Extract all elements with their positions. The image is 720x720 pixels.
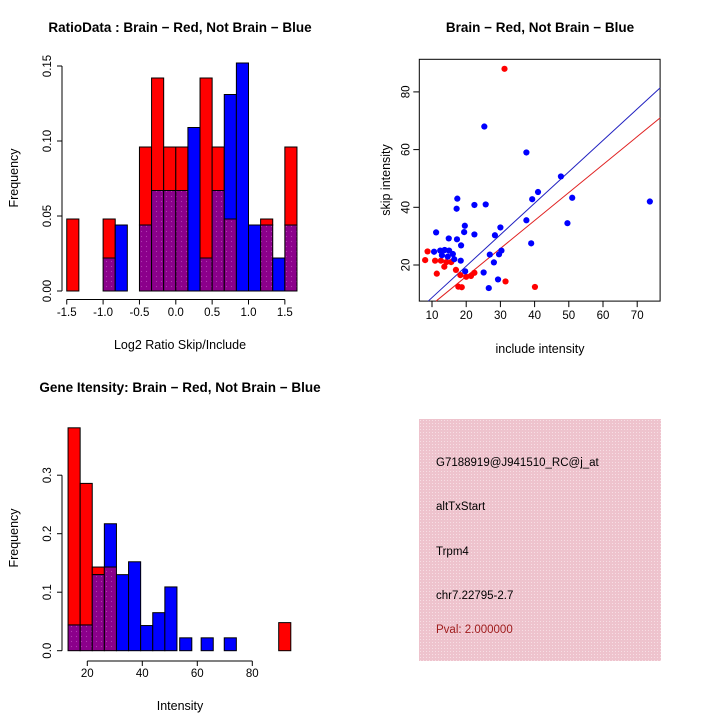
y-tick-label: 0.1 <box>42 584 54 601</box>
hist-bar-overlap <box>104 567 116 651</box>
intensity-scatter-xlabel: include intensity <box>495 342 585 356</box>
info-panel <box>360 360 720 720</box>
scatter-point-blue <box>471 202 477 208</box>
ratio-histogram-panel <box>0 0 360 360</box>
scatter-point-blue <box>523 149 529 155</box>
x-tick-label: 60 <box>596 310 610 323</box>
x-tick-label: 20 <box>80 668 94 680</box>
scatter-point-blue <box>451 256 457 262</box>
intensity-scatter-title: Brain − Red, Not Brain − Blue <box>445 20 635 35</box>
scatter-point-blue <box>495 276 501 282</box>
scatter-point-red <box>422 257 428 263</box>
x-tick-label: 1.5 <box>276 307 293 319</box>
y-tick-label: 0.05 <box>42 204 54 228</box>
scatter-point-red <box>441 264 447 270</box>
hist-bar <box>224 95 236 220</box>
hist-bar <box>285 147 297 225</box>
x-tick-label: -1.0 <box>93 307 114 319</box>
y-tick-label: 0.3 <box>42 467 54 484</box>
hist-bar <box>129 562 141 651</box>
hist-bar-overlap <box>224 219 236 291</box>
scatter-point-blue <box>431 249 437 255</box>
scatter-point-blue <box>497 224 503 230</box>
hist-bar <box>188 128 200 292</box>
hist-bar-overlap <box>139 225 151 291</box>
scatter-point-blue <box>454 206 460 212</box>
scatter-point-red <box>434 271 440 277</box>
scatter-point-blue <box>433 229 439 235</box>
y-tick-label: 0.00 <box>42 279 54 303</box>
ratio-histogram-title: RatioData : Brain − Red, Not Brain − Blue <box>48 20 312 35</box>
scatter-point-blue <box>564 220 570 226</box>
scatter-point-red <box>471 270 477 276</box>
hist-bar-overlap <box>68 625 80 651</box>
scatter-point-blue <box>458 242 464 248</box>
x-tick-label: 0.5 <box>204 307 221 319</box>
hist-bar-overlap <box>164 191 176 292</box>
scatter-point-blue <box>481 269 487 275</box>
hist-bar <box>115 225 127 291</box>
hist-bar-overlap <box>92 575 104 651</box>
scatter-point-blue <box>454 196 460 202</box>
x-tick-label: 1.0 <box>240 307 257 319</box>
scatter-point-blue <box>647 198 653 204</box>
gene-intensity-histogram-title: Gene Itensity: Brain − Red, Not Brain − Blue <box>39 380 321 395</box>
hist-bar <box>92 567 104 575</box>
ratio-histogram-ylabel: Frequency <box>7 148 21 208</box>
hist-bar <box>164 147 176 191</box>
hist-bar-overlap <box>200 258 212 291</box>
scatter-point-blue <box>462 268 468 274</box>
hist-bar <box>116 575 128 651</box>
hist-bar <box>236 63 248 291</box>
gene-intensity-histogram-panel <box>0 360 360 720</box>
hist-bar <box>67 219 79 291</box>
hist-bar <box>80 483 92 625</box>
x-tick-label: 20 <box>459 310 473 323</box>
scatter-point-red <box>532 284 538 290</box>
y-tick-label: 0.0 <box>42 642 54 659</box>
x-tick-label: 60 <box>190 668 204 680</box>
hist-bar-overlap <box>176 191 188 292</box>
scatter-point-red <box>424 248 430 254</box>
y-tick-label: 20 <box>400 258 413 272</box>
scatter-point-blue <box>471 231 477 237</box>
x-tick-label: 0.0 <box>167 307 184 319</box>
hist-bar <box>224 638 236 651</box>
scatter-point-blue <box>487 252 493 258</box>
y-tick-label: 0.15 <box>42 54 54 78</box>
hist-bar <box>180 638 192 651</box>
scatter-point-red <box>432 258 438 264</box>
scatter-point-red <box>438 258 444 264</box>
y-tick-label: 0.2 <box>42 525 54 542</box>
scatter-point-blue <box>446 235 452 241</box>
scatter-point-blue <box>535 189 541 195</box>
scatter-point-blue <box>491 259 497 265</box>
hist-bar-overlap <box>212 191 224 292</box>
event-type-text: altTxStart <box>436 501 486 513</box>
scatter-point-blue <box>569 195 575 201</box>
hist-bar <box>104 524 116 567</box>
x-tick-label: 80 <box>245 668 259 680</box>
y-tick-label: 0.10 <box>42 129 54 153</box>
hist-bar <box>201 638 213 651</box>
scatter-point-blue <box>462 223 468 229</box>
scatter-point-blue <box>454 236 460 242</box>
hist-bar <box>200 78 212 258</box>
scatter-point-blue <box>458 258 464 264</box>
gene-intensity-histogram-ylabel: Frequency <box>7 508 21 568</box>
x-tick-label: 70 <box>630 310 644 323</box>
gene-name-text: Trpm4 <box>436 546 469 558</box>
hist-bar <box>279 623 291 651</box>
scatter-point-blue <box>450 251 456 257</box>
gene-info-box <box>419 419 661 661</box>
scatter-point-blue <box>486 285 492 291</box>
scatter-point-blue <box>439 252 445 258</box>
scatter-point-red <box>459 284 465 290</box>
x-tick-label: 40 <box>528 310 541 323</box>
intensity-scatter-ylabel: skip intensity <box>379 144 393 216</box>
x-tick-label: 30 <box>494 310 507 323</box>
scatter-point-blue <box>498 247 504 253</box>
hist-bar <box>152 78 164 191</box>
hist-bar <box>103 219 115 258</box>
hist-bar <box>68 428 80 625</box>
scatter-point-blue <box>492 232 498 238</box>
hist-bar <box>141 626 153 651</box>
intensity-scatter-panel <box>360 0 720 360</box>
pval-text: Pval: 2.000000 <box>436 624 513 636</box>
y-tick-label: 80 <box>400 85 413 99</box>
ratio-histogram-chart <box>0 0 360 360</box>
x-tick-label: -0.5 <box>129 307 150 319</box>
x-tick-label: 50 <box>562 310 576 323</box>
scatter-point-blue <box>558 173 564 179</box>
scatter-point-blue <box>483 201 489 207</box>
hist-bar <box>153 613 165 651</box>
hist-bar <box>165 587 177 651</box>
hist-bar <box>139 147 151 225</box>
gene-intensity-histogram-chart <box>0 360 360 720</box>
hist-bar <box>273 258 285 291</box>
scatter-point-red <box>502 278 508 284</box>
scatter-point-blue <box>523 217 529 223</box>
locus-text: chr7.22795-2.7 <box>436 590 514 602</box>
x-tick-label: -1.5 <box>56 307 77 319</box>
hist-bar <box>176 147 188 191</box>
scatter-point-blue <box>481 123 487 129</box>
scatter-point-blue <box>528 240 534 246</box>
hist-bar <box>261 219 273 225</box>
y-tick-label: 60 <box>400 143 413 156</box>
ratio-histogram-xlabel: Log2 Ratio Skip/Include <box>113 338 247 352</box>
intensity-scatter-chart <box>360 0 720 360</box>
scatter-point-blue <box>529 196 535 202</box>
hist-bar <box>212 147 224 191</box>
x-tick-label: 10 <box>425 310 439 323</box>
probe-id-text: G7188919@J941510_RC@j_at <box>436 457 599 469</box>
scatter-point-blue <box>461 229 467 235</box>
plot-box <box>419 59 660 301</box>
hist-bar-overlap <box>261 225 273 291</box>
x-tick-label: 40 <box>135 668 149 680</box>
y-tick-label: 40 <box>400 200 413 214</box>
hist-bar <box>249 225 261 291</box>
hist-bar-overlap <box>285 225 297 291</box>
scatter-point-red <box>453 267 459 273</box>
gene-intensity-histogram-xlabel: Intensity <box>156 699 204 713</box>
fit-line-not-brain-fit <box>428 88 660 301</box>
hist-bar-overlap <box>80 625 92 651</box>
hist-bar-overlap <box>103 258 115 291</box>
scatter-point-red <box>501 66 507 72</box>
hist-bar-overlap <box>152 191 164 292</box>
